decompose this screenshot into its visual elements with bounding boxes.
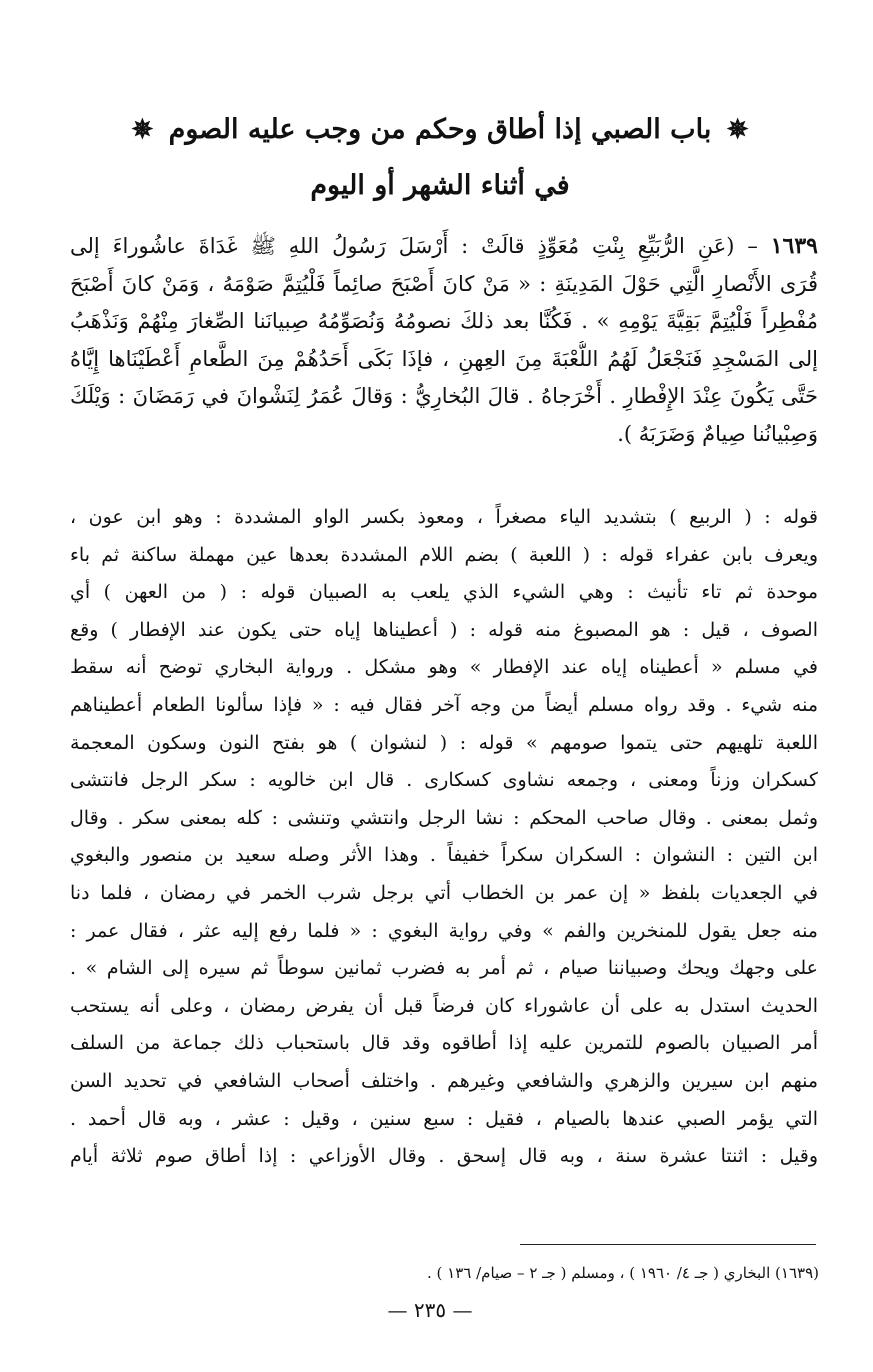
commentary-line: وقيل : اثنتا عشرة سنة ، وبه قال إسحق . وقال الأوزاعي : إذا أطاق صوم ثلاثة أيام [70, 1145, 818, 1168]
commentary-line: قوله : ( الربيع ) بتشديد الياء مصغراً ، ومعوذ بكسر الواو المشددة : وهو ابن عون ، [70, 506, 818, 528]
commentary-line: منه شيء . وقد رواه مسلم أيضاً من وجه آخر فقال فيه : « فإذا سألونا الطعام أعطيناهم [70, 693, 818, 716]
commentary-line: التي يؤمر الصبي عندها بالصيام ، فقيل : سبع سنين ، وقيل : عشر ، وبه قال أحمد . [70, 1107, 818, 1130]
chapter-title-line-1: باب الصبي إذا أطاق وحكم من وجب عليه الصوم [168, 114, 712, 145]
commentary-line: ابن التين : النشوان : السكران سكراً خفيفاً . وهذا الأثر وصله سعيد بن منصور والبغوي [70, 844, 818, 867]
commentary-line: منه جعل يقول للمنخرين والفم » وفي رواية البغوي : « فلما رفع إليه عثر ، فقال عمر : [70, 919, 818, 942]
footnote: (١٦٣٩) البخاري ( جـ ٤/ ١٩٦٠ ) ، ومسلم ( جـ ٢ – صيام/ ١٣٦ ) . [427, 1264, 819, 1282]
commentary-line: أمر الصبيان بالصوم للتمرين عليه إذا أطاقوه وقد قال باستحباب ذلك جماعة من السلف [70, 1032, 818, 1055]
commentary-line: اللعبة تلهيهم حتى يتموا صومهم » قوله : ( لنشوان ) هو بفتح النون وسكون المعجمة [70, 731, 818, 754]
hadith-number: ١٦٣٩ [770, 233, 818, 259]
commentary-line: منهم ابن سيرين والزهري والشافعي وغيرهم . واختلف أصحاب الشافعي في تحديد السن [70, 1069, 818, 1092]
commentary-line: موحدة ثم تاء تأنيث : وهي الشيء الذي يلعب به الصبيان قوله : ( من العهن ) أي [70, 581, 818, 604]
commentary-line: الصوف ، قيل : هو المصبوغ منه قوله : ( أعطيناها إياه حتى يكون عند الإفطار ) وقع [70, 618, 818, 641]
page-number: — ٢٣٥ — [387, 1298, 473, 1322]
commentary-line: وثمل بمعنى . وقال صاحب المحكم : نشا الرجل وانتشي وتنشى : كله بمعنى سكر . وقال [70, 806, 818, 829]
commentary-line: الحديث استدل به على أن عاشوراء كان فرضاً قبل أن يفرض رمضان ، وعلى أنه يستحب [70, 994, 818, 1017]
hadith-text [70, 228, 818, 454]
hadith-line: ١٦٣٩ – (عَنِ الرُّبَيِّعِ بِنْتِ مُعَوِّذٍ قالَتْ : أَرْسَلَ رَسُولُ اللهِ ﷺ غَدَاةَ عاشُوراءَ إلى [70, 233, 818, 259]
ornament-star-icon: ✵ [726, 115, 749, 145]
commentary-line: في مسلم « أعطيناه إياه عند الإفطار » وهو مشكل . ورواية البخاري توضح أنه سقط [70, 656, 818, 679]
hadith-line: مُفْطِراً فَلْيُتِمَّ بَقِيَّةَ يَوْمِهِ » . فَكُنَّا بعد ذلكَ نصومُهُ وَنُصَوِّمُهُ صِبيانَنا الصِّغارَ مِنْهُمْ وَنَذْهَبُ [70, 309, 818, 334]
chapter-heading [100, 108, 780, 152]
commentary-line: كسكران وزناً ومعنى ، وجمعه نشاوى كسكارى . قال ابن خالويه : سكر الرجل فانتشى [70, 769, 818, 792]
commentary-line: في الجعديات بلفظ « إن عمر بن الخطاب أتي برجل شرب الخمر في رمضان ، فلما دنا [70, 881, 818, 904]
hadith-line: حَتَّى يَكُونَ عِنْدَ الإِفْطارِ . أَخْرَجاهُ . قالَ البُخارِيُّ : وَقالَ عُمَرُ لِنَشْوانَ في رَمَضَانَ : وَيْلَكَ [70, 384, 818, 409]
hadith-line: وَصِبْيانُنا صِيامٌ وَضَرَبَهُ ). [617, 421, 818, 446]
hadith-line: إلى المَسْجِدِ فَنَجْعَلُ لَهُمُ اللُّعْبَةَ مِنَ العِهنِ ، فإذَا بَكَى أَحَدُهُمْ مِنَ الطَّعامِ أَعْطَيْنَاها إِيَّاهُ [70, 346, 818, 371]
ornament-star-icon: ✵ [131, 115, 154, 145]
hadith-line: قُرَى الأَنْصارِ الَّتِي حَوْلَ المَدِينَةِ : « مَنْ كانَ أَصْبَحَ صائِماً فَلْيُتِمَّ صَوْمَهُ ، وَمَنْ كانَ أَصْبَحَ [70, 271, 818, 296]
chapter-title-line-2: في أثناء الشهر أو اليوم [310, 170, 570, 201]
commentary-text [70, 499, 818, 1176]
footnote-divider [520, 1244, 816, 1245]
commentary-line: على وجهك ويحك وصبياننا صيام ، ثم أمر به فضرب ثمانين سوطاً ثم سيره إلى الشام » . [70, 957, 818, 980]
commentary-line: ويعرف بابن عفراء قوله : ( اللعبة ) بضم اللام المشددة بعدها عين مهملة ساكنة ثم باء [70, 543, 818, 566]
